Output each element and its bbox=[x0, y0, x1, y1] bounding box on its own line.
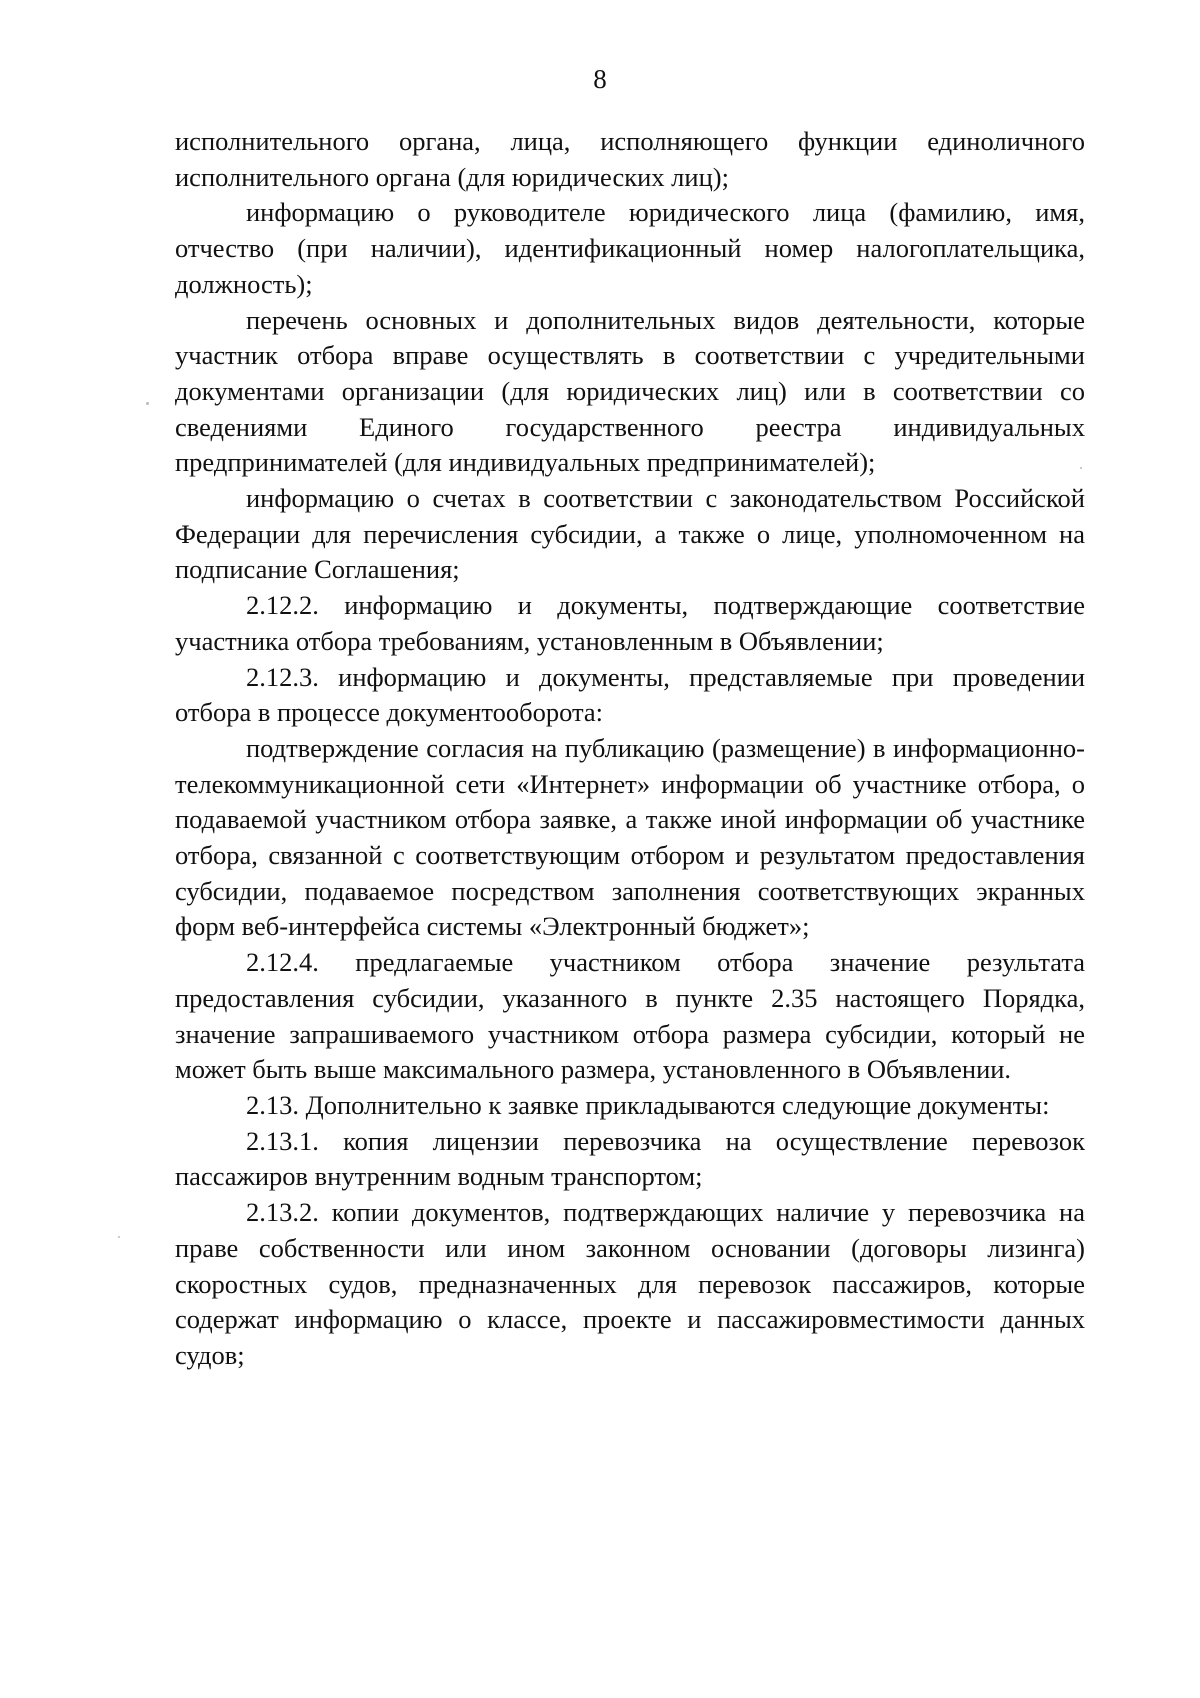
paragraph-executive-body: исполнительного органа, лица, исполняющего функции единоличного исполнительного органа (для юридических лиц); bbox=[175, 126, 1085, 192]
paragraph-activity-list: перечень основных и дополнительных видов деятельности, которые участник отбора вправе осуществлять в соответствии с учредительными документами организации (для юридических лиц) или в соответствии со сведениями Единого государственного реестра индивидуальных предпринимателей (для индивидуальных предпринимателей); bbox=[175, 304, 1085, 478]
paragraph-head-info: информацию о руководителе юридического лица (фамилию, имя, отчество (при наличии), идентификационный номер налогоплательщика, должность); bbox=[175, 197, 1085, 299]
paragraph-2-13-2: 2.13.2. копии документов, подтверждающих наличие у перевозчика на праве собственности или ином законном основании (договоры лизинга) скоростных судов, предназначенных для перевозок пассажиров, которые содержат информацию о классе, проекте и пассажировместимости данных судов; bbox=[175, 1197, 1085, 1370]
scan-speck bbox=[146, 402, 149, 405]
document-body bbox=[175, 124, 1085, 1374]
scan-speck bbox=[118, 1236, 120, 1238]
paragraph-2-13-1: 2.13.1. копия лицензии перевозчика на осуществление перевозок пассажиров внутренним водным транспортом; bbox=[175, 1125, 1085, 1192]
paragraph-2-12-3: 2.12.3. информацию и документы, представляемые при проведении отбора в процессе документооборота: bbox=[175, 661, 1085, 728]
scan-speck bbox=[1080, 467, 1082, 469]
paragraph-2-12-2: 2.12.2. информацию и документы, подтверждающие соответствие участника отбора требованиям, установленным в Объявлении; bbox=[175, 590, 1085, 656]
paragraph-consent: подтверждение согласия на публикацию (размещение) в информационно-телекоммуникационной сети «Интернет» информации об участнике отбора, о подаваемой участником отбора заявке, а также иной информации об участнике отбора, связанной с соответствующим отбором и результатом предоставления субсидии, подаваемое посредством заполнения соответствующих экранных форм веб-интерфейса системы «Электронный бюджет»; bbox=[175, 732, 1085, 942]
paragraph-2-12-4: 2.12.4. предлагаемые участником отбора значение результата предоставления субсидии, указанного в пункте 2.35 настоящего Порядка, значение запрашиваемого участником отбора размера субсидии, который не может быть выше максимального размера, установленного в Объявлении. bbox=[175, 947, 1085, 1085]
paragraph-accounts-info: информацию о счетах в соответствии с законодательством Российской Федерации для перечисления субсидии, а также о лице, уполномоченном на подписание Соглашения; bbox=[175, 483, 1085, 585]
paragraph-2-13: 2.13. Дополнительно к заявке прикладываются следующие документы: bbox=[246, 1089, 1050, 1120]
page-number: 8 bbox=[593, 64, 607, 94]
